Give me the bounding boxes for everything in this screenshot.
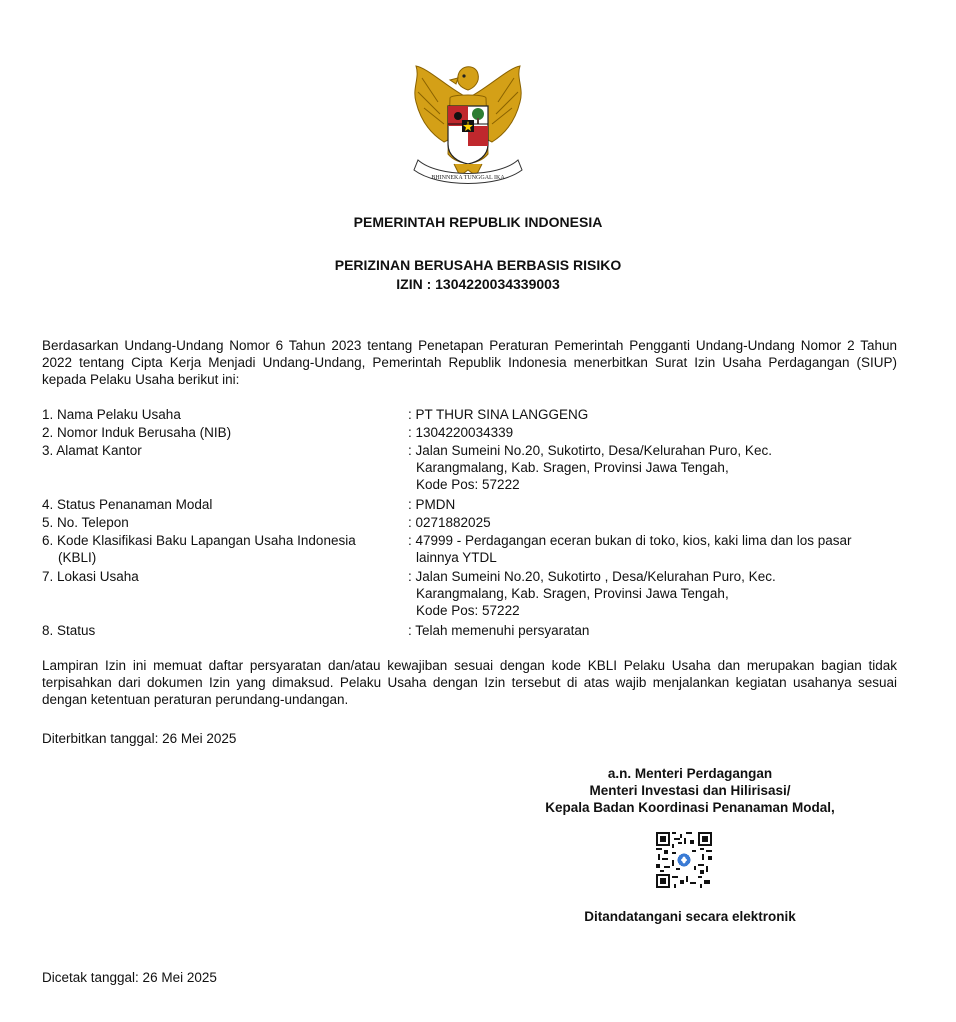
signature-line: Menteri Investasi dan Hilirisasi/	[589, 783, 791, 798]
field-row	[42, 496, 902, 514]
svg-text:BHINNEKA TUNGGAL IKA: BHINNEKA TUNGGAL IKA	[431, 175, 505, 181]
field-label-line: 6. Kode Klasifikasi Baku Lapangan Usaha Indonesia	[42, 533, 356, 548]
issued-date: Diterbitkan tanggal: 26 Mei 2025	[42, 731, 237, 746]
field-row	[42, 622, 902, 640]
permit-number: IZIN : 1304220034339003	[396, 276, 560, 292]
field-value	[408, 532, 898, 566]
field-row	[42, 532, 902, 565]
field-value-line: Karangmalang, Kab. Sragen, Provinsi Jawa Tengah,	[416, 586, 729, 601]
field-label: 4. Status Penanaman Modal	[42, 497, 213, 512]
field-value-line: lainnya YTDL	[416, 550, 497, 565]
closing-paragraph: Lampiran Izin ini memuat daftar persyaratan dan/atau kewajiban sesuai dengan kode KBLI Pelaku Usaha dan merupakan bagian tidak terpisahkan dari dokumen Izin yang dimaksud. Pelaku Usaha dengan Izin tersebut di atas wajib menjalankan kegiatan usahanya sesuai dengan ketentuan peraturan perundang-undangan.	[42, 658, 897, 707]
field-label: 1. Nama Pelaku Usaha	[42, 407, 181, 422]
field-label-line: (KBLI)	[58, 550, 97, 565]
field-value: : PMDN	[408, 497, 456, 512]
field-value-line: : Jalan Sumeini No.20, Sukotirto , Desa/Kelurahan Puro, Kec.	[408, 569, 776, 584]
field-value	[408, 442, 898, 493]
field-value-line: Kode Pos: 57222	[416, 603, 520, 618]
qr-code-icon[interactable]	[656, 832, 712, 888]
permit-title: PERIZINAN BERUSAHA BERBASIS RISIKO	[334, 257, 622, 273]
government-heading: PEMERINTAH REPUBLIK INDONESIA	[353, 214, 603, 230]
field-value-line: Kode Pos: 57222	[416, 477, 520, 492]
signature-line: Kepala Badan Koordinasi Penanaman Modal,	[545, 800, 835, 815]
field-value: : 1304220034339	[408, 425, 514, 440]
field-row	[42, 568, 902, 618]
field-value-line: : 47999 - Perdagangan eceran bukan di toko, kios, kaki lima dan los pasar	[408, 533, 852, 548]
signature-line: a.n. Menteri Perdagangan	[607, 766, 773, 781]
field-value-line: Karangmalang, Kab. Sragen, Provinsi Jawa Tengah,	[416, 460, 729, 475]
signature-block	[500, 765, 880, 816]
field-value	[408, 568, 898, 619]
field-label: 8. Status	[42, 623, 96, 638]
field-label: 7. Lokasi Usaha	[42, 569, 139, 584]
field-row	[42, 424, 902, 442]
field-label: 3. Alamat Kantor	[42, 443, 142, 458]
field-row	[42, 514, 902, 532]
field-label: 5. No. Telepon	[42, 515, 129, 530]
field-row	[42, 406, 902, 424]
field-value: : 0271882025	[408, 515, 491, 530]
field-row	[42, 442, 902, 492]
field-value: : Telah memenuhi persyaratan	[408, 623, 590, 638]
field-label	[42, 532, 392, 566]
printed-date: Dicetak tanggal: 26 Mei 2025	[42, 970, 217, 985]
garuda-emblem-icon	[398, 58, 538, 194]
field-value-line: : Jalan Sumeini No.20, Sukotirto, Desa/Kelurahan Puro, Kec.	[408, 443, 772, 458]
field-value: : PT THUR SINA LANGGENG	[408, 407, 589, 422]
electronic-signature-note: Ditandatangani secara elektronik	[584, 909, 796, 924]
intro-paragraph: Berdasarkan Undang-Undang Nomor 6 Tahun 2023 tentang Penetapan Peraturan Pemerintah Pengganti Undang-Undang Nomor 2 Tahun 2022 tentang Cipta Kerja Menjadi Undang-Undang, Pemerintah Republik Indonesia menerbitkan Surat Izin Usaha Perdagangan (SIUP) kepada Pelaku Usaha berikut ini:	[42, 338, 897, 387]
field-label: 2. Nomor Induk Berusaha (NIB)	[42, 425, 232, 440]
